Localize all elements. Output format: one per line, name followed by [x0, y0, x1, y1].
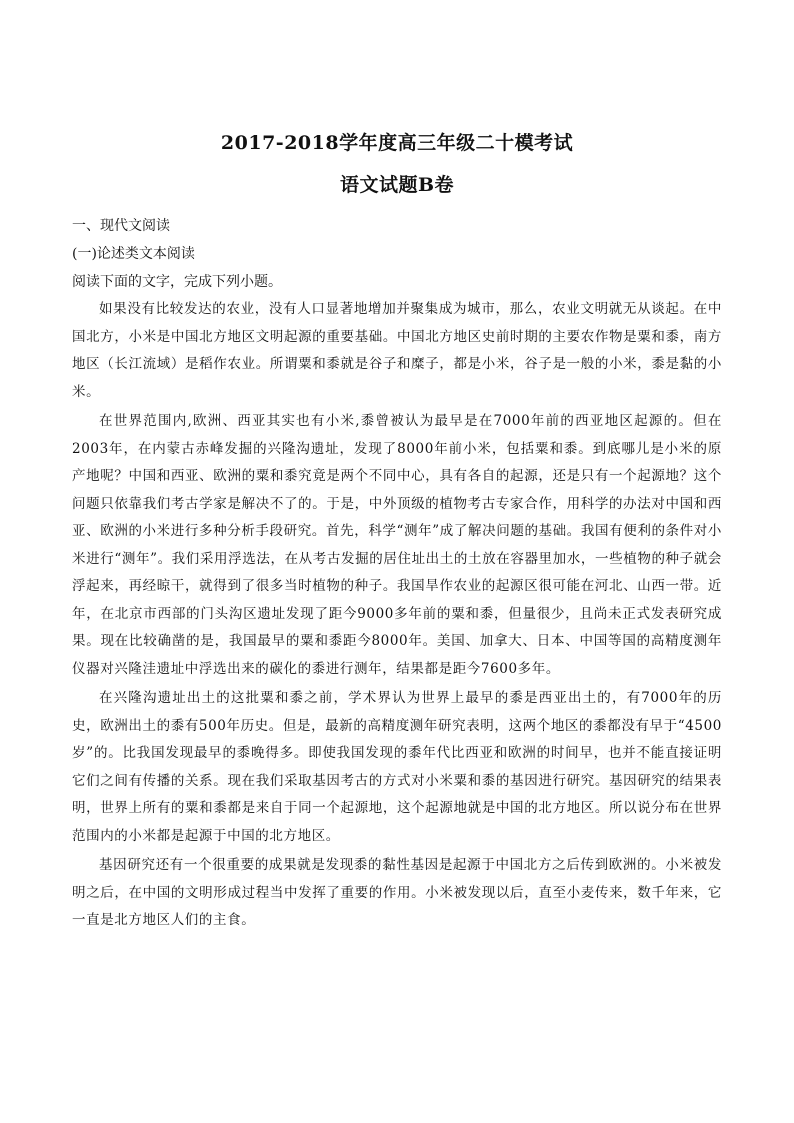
- reading-instruction: 阅读下面的文字，完成下列小题。: [72, 274, 282, 290]
- document-body: [72, 212, 722, 937]
- exam-title: 2017-2018学年度高三年级二十模考试: [220, 132, 574, 154]
- section-heading: 一、现代文阅读: [72, 218, 170, 234]
- paragraph-2: 在世界范围内,欧洲、西亚其实也有小米,黍曾被认为最早是在7000年前的西亚地区起源的。但在2003年，在内蒙古赤峰发掘的兴隆沟遗址，发现了8000年前小米，包括粟和黍。到底哪儿是小米的原产地呢？中国和西亚、欧洲的粟和黍究竟是两个不同中心，具有各自的起源，还是只有一个起源地？这个问题只依靠我们考古学家是解决不了的。于是，中外顶级的植物考古专家合作，用科学的办法对中国和西亚、欧洲的小米进行多种分析手段研究。首先，科学“测年”成了解决问题的基础。我国有便利的条件对小米进行“测年”。我们采用浮选法，在从考古发掘的居住址出土的土放在容器里加水，一些植物的种子就会浮起来，再经晾干，就得到了很多当时植物的种子。我国旱作农业的起源区很可能在河北、山西一带。近年，在北京市西部的门头沟区遗址发现了距今9000多年前的粟和黍，但量很少，且尚未正式发表研究成果。现在比较确凿的是，我国最早的粟和黍距今8000年。美国、加拿大、日本、中国等国的高精度测年仪器对兴隆洼遗址中浮选出来的碳化的黍进行测年，结果都是距今7600多年。: [72, 413, 722, 677]
- paragraph-4: 基因研究还有一个很重要的成果就是发现黍的黏性基因是起源于中国北方之后传到欧洲的。小米被发明之后，在中国的文明形成过程当中发挥了重要的作用。小米被发现以后，直至小麦传来，数千年来，它一直是北方地区人们的主食。: [72, 857, 722, 928]
- paragraph-3: 在兴隆沟遗址出土的这批粟和黍之前，学术界认为世界上最早的黍是西亚出土的，有7000年的历史，欧洲出土的黍有500年历史。但是，最新的高精度测年研究表明，这两个地区的黍都没有早于“4500岁”的。比我国发现最早的黍晚得多。即使我国发现的黍年代比西亚和欧洲的时间早，也并不能直接证明它们之间有传播的关系。现在我们采取基因考古的方式对小米粟和黍的基因进行研究。基因研究的结果表明，世界上所有的粟和黍都是来自于同一个起源地，这个起源地就是中国的北方地区。所以说分布在世界范围内的小米都是起源于中国的北方地区。: [72, 690, 722, 844]
- paragraph-1: 如果没有比较发达的农业，没有人口显著地增加并聚集成为城市，那么，农业文明就无从谈起。在中国北方，小米是中国北方地区文明起源的重要基础。中国北方地区史前时期的主要农作物是粟和黍，南方地区（长江流域）是稻作农业。所谓粟和黍就是谷子和糜子，都是小米，谷子是一般的小米，黍是黏的小米。: [72, 301, 722, 400]
- exam-subtitle: 语文试题B卷: [339, 174, 455, 196]
- section-subheading: (一)论述类文本阅读: [72, 246, 195, 262]
